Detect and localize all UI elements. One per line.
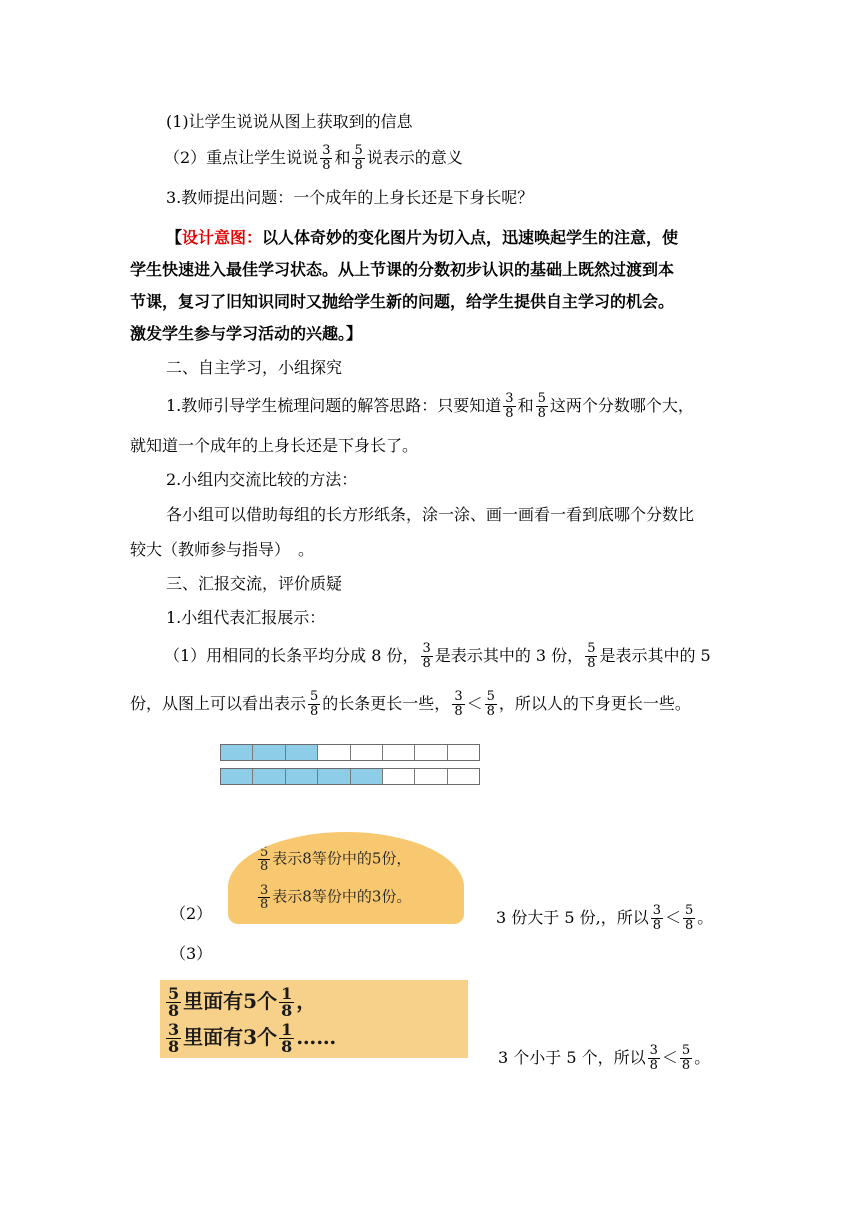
fraction-3-8: $\frac{3}{8}$ <box>322 143 331 173</box>
bar-segment <box>221 769 253 784</box>
design-intent-2: 学生快速进入最佳学习状态。从上节课的分数初步认识的基础上既然过渡到本 <box>130 260 675 279</box>
fraction-5-8: $\frac{5}{8}$ <box>354 143 363 173</box>
fraction-3-8: $\frac{3}{8}$ <box>652 903 661 933</box>
bar-segment <box>383 745 415 760</box>
bubble-row-1: $\frac{5}{8}$ 表示8等份中的5份， <box>260 845 412 874</box>
fraction-1-8: $\frac{1}{8}$ <box>281 1020 293 1056</box>
item-3-label: （3） <box>170 944 213 963</box>
fraction-5-8: $\frac{5}{8}$ <box>260 845 269 874</box>
bar-segment <box>286 745 318 760</box>
para-2: 2.小组内交流比较的方法： <box>166 470 358 489</box>
line-1: (1)让学生说说从图上获取到的信息 <box>166 112 413 131</box>
report-1: 1.小组代表汇报展示： <box>166 608 326 627</box>
report-2: （1）用相同的长条平均分成 8 份， $\frac{3}{8}$ 是表示其中的 3 份， $\frac{5}{8}$ 是表示其中的 5 <box>164 641 711 671</box>
para-3b: 较大（教师参与指导） 。 <box>130 540 315 559</box>
design-intent-4: 激发学生参与学习活动的兴趣。】 <box>130 324 363 343</box>
line-2: （2）重点让学生说说 $\frac{3}{8}$ 和 $\frac{5}{8}$ 说表示的意义 <box>164 143 463 173</box>
design-intent-3: 节课，复习了旧知识同时又抛给学生新的问题，给学生提供自主学习的机会。 <box>130 292 675 311</box>
fraction-5-8: $\frac{5}{8}$ <box>310 689 319 719</box>
item-3-text: 3 个小于 5 个，所以 $\frac{3}{8}$ ＜ $\frac{5}{8}$ 。 <box>498 1043 711 1073</box>
bar-segment <box>415 745 447 760</box>
bar-segment <box>253 745 285 760</box>
fraction-5-8: $\frac{5}{8}$ <box>537 391 546 421</box>
bar-segment <box>448 745 479 760</box>
para-1b: 就知道一个成年的上身长还是下身长了。 <box>130 436 419 455</box>
item-2-label: （2） <box>170 904 213 923</box>
fraction-3-8: $\frac{3}{8}$ <box>168 1020 180 1056</box>
fraction-5-8: $\frac{5}{8}$ <box>587 641 596 671</box>
bar-segment <box>318 769 350 784</box>
bar-segment <box>318 745 350 760</box>
fraction-3-8: $\frac{3}{8}$ <box>505 391 514 421</box>
bar-segment <box>448 769 479 784</box>
fraction-5-8: $\frac{5}{8}$ <box>681 1043 691 1073</box>
item-2-text: 3 份大于 5 份,，所以 $\frac{3}{8}$ ＜ $\frac{5}{8}$ 。 <box>496 903 714 933</box>
fraction-1-8: $\frac{1}{8}$ <box>281 984 293 1020</box>
bar-segment <box>253 769 285 784</box>
fraction-bar-5-8 <box>220 768 480 785</box>
bar-segment <box>351 769 383 784</box>
section-3-heading: 三、汇报交流，评价质疑 <box>166 574 343 593</box>
bar-segment <box>221 745 253 760</box>
design-intent-1: 【设计意图：以人体奇妙的变化图片为切入点，迅速唤起学生的注意，使 <box>166 228 679 247</box>
fraction-3-8: $\frac{3}{8}$ <box>454 689 463 719</box>
line-3: 3.教师提出问题：一个成年的上身长还是下身长呢？ <box>166 188 534 207</box>
fraction-5-8: $\frac{5}{8}$ <box>685 903 694 933</box>
fraction-5-8: $\frac{5}{8}$ <box>486 689 495 719</box>
bar-segment <box>351 745 383 760</box>
speech-bubble <box>228 832 464 924</box>
strip-row-1: $\frac{5}{8}$ 里面有5个 $\frac{1}{8}$ ， <box>168 984 317 1020</box>
bar-segment <box>286 769 318 784</box>
fraction-3-8: $\frac{3}{8}$ <box>649 1043 658 1073</box>
bar-segment <box>415 769 447 784</box>
fraction-3-8: $\frac{3}{8}$ <box>260 883 269 912</box>
para-3: 各小组可以借助每组的长方形纸条，涂一涂、画一画看一看到底哪个分数比 <box>166 505 695 524</box>
fraction-3-8: $\frac{3}{8}$ <box>422 641 431 671</box>
bar-segment <box>383 769 415 784</box>
para-1: 1.教师引导学生梳理问题的解答思路：只要知道 $\frac{3}{8}$ 和 $\frac{5}{8}$ 这两个分数哪个大， <box>166 391 694 421</box>
report-3: 份，从图上可以看出表示 $\frac{5}{8}$ 的长条更长一些， $\frac{3}{8}$ ＜ $\frac{5}{8}$ ，所以人的下身更长一些。 <box>130 689 691 719</box>
fraction-bar-3-8 <box>220 744 480 761</box>
fraction-5-8: $\frac{5}{8}$ <box>168 984 180 1020</box>
design-intent-label: 设计意图： <box>182 228 263 247</box>
strip-row-2: $\frac{3}{8}$ 里面有3个 $\frac{1}{8}$ …… <box>168 1020 337 1056</box>
statement-strip <box>160 980 468 1058</box>
bubble-row-2: $\frac{3}{8}$ 表示8等份中的3份。 <box>260 883 412 912</box>
section-2-heading: 二、自主学习，小组探究 <box>166 358 343 377</box>
